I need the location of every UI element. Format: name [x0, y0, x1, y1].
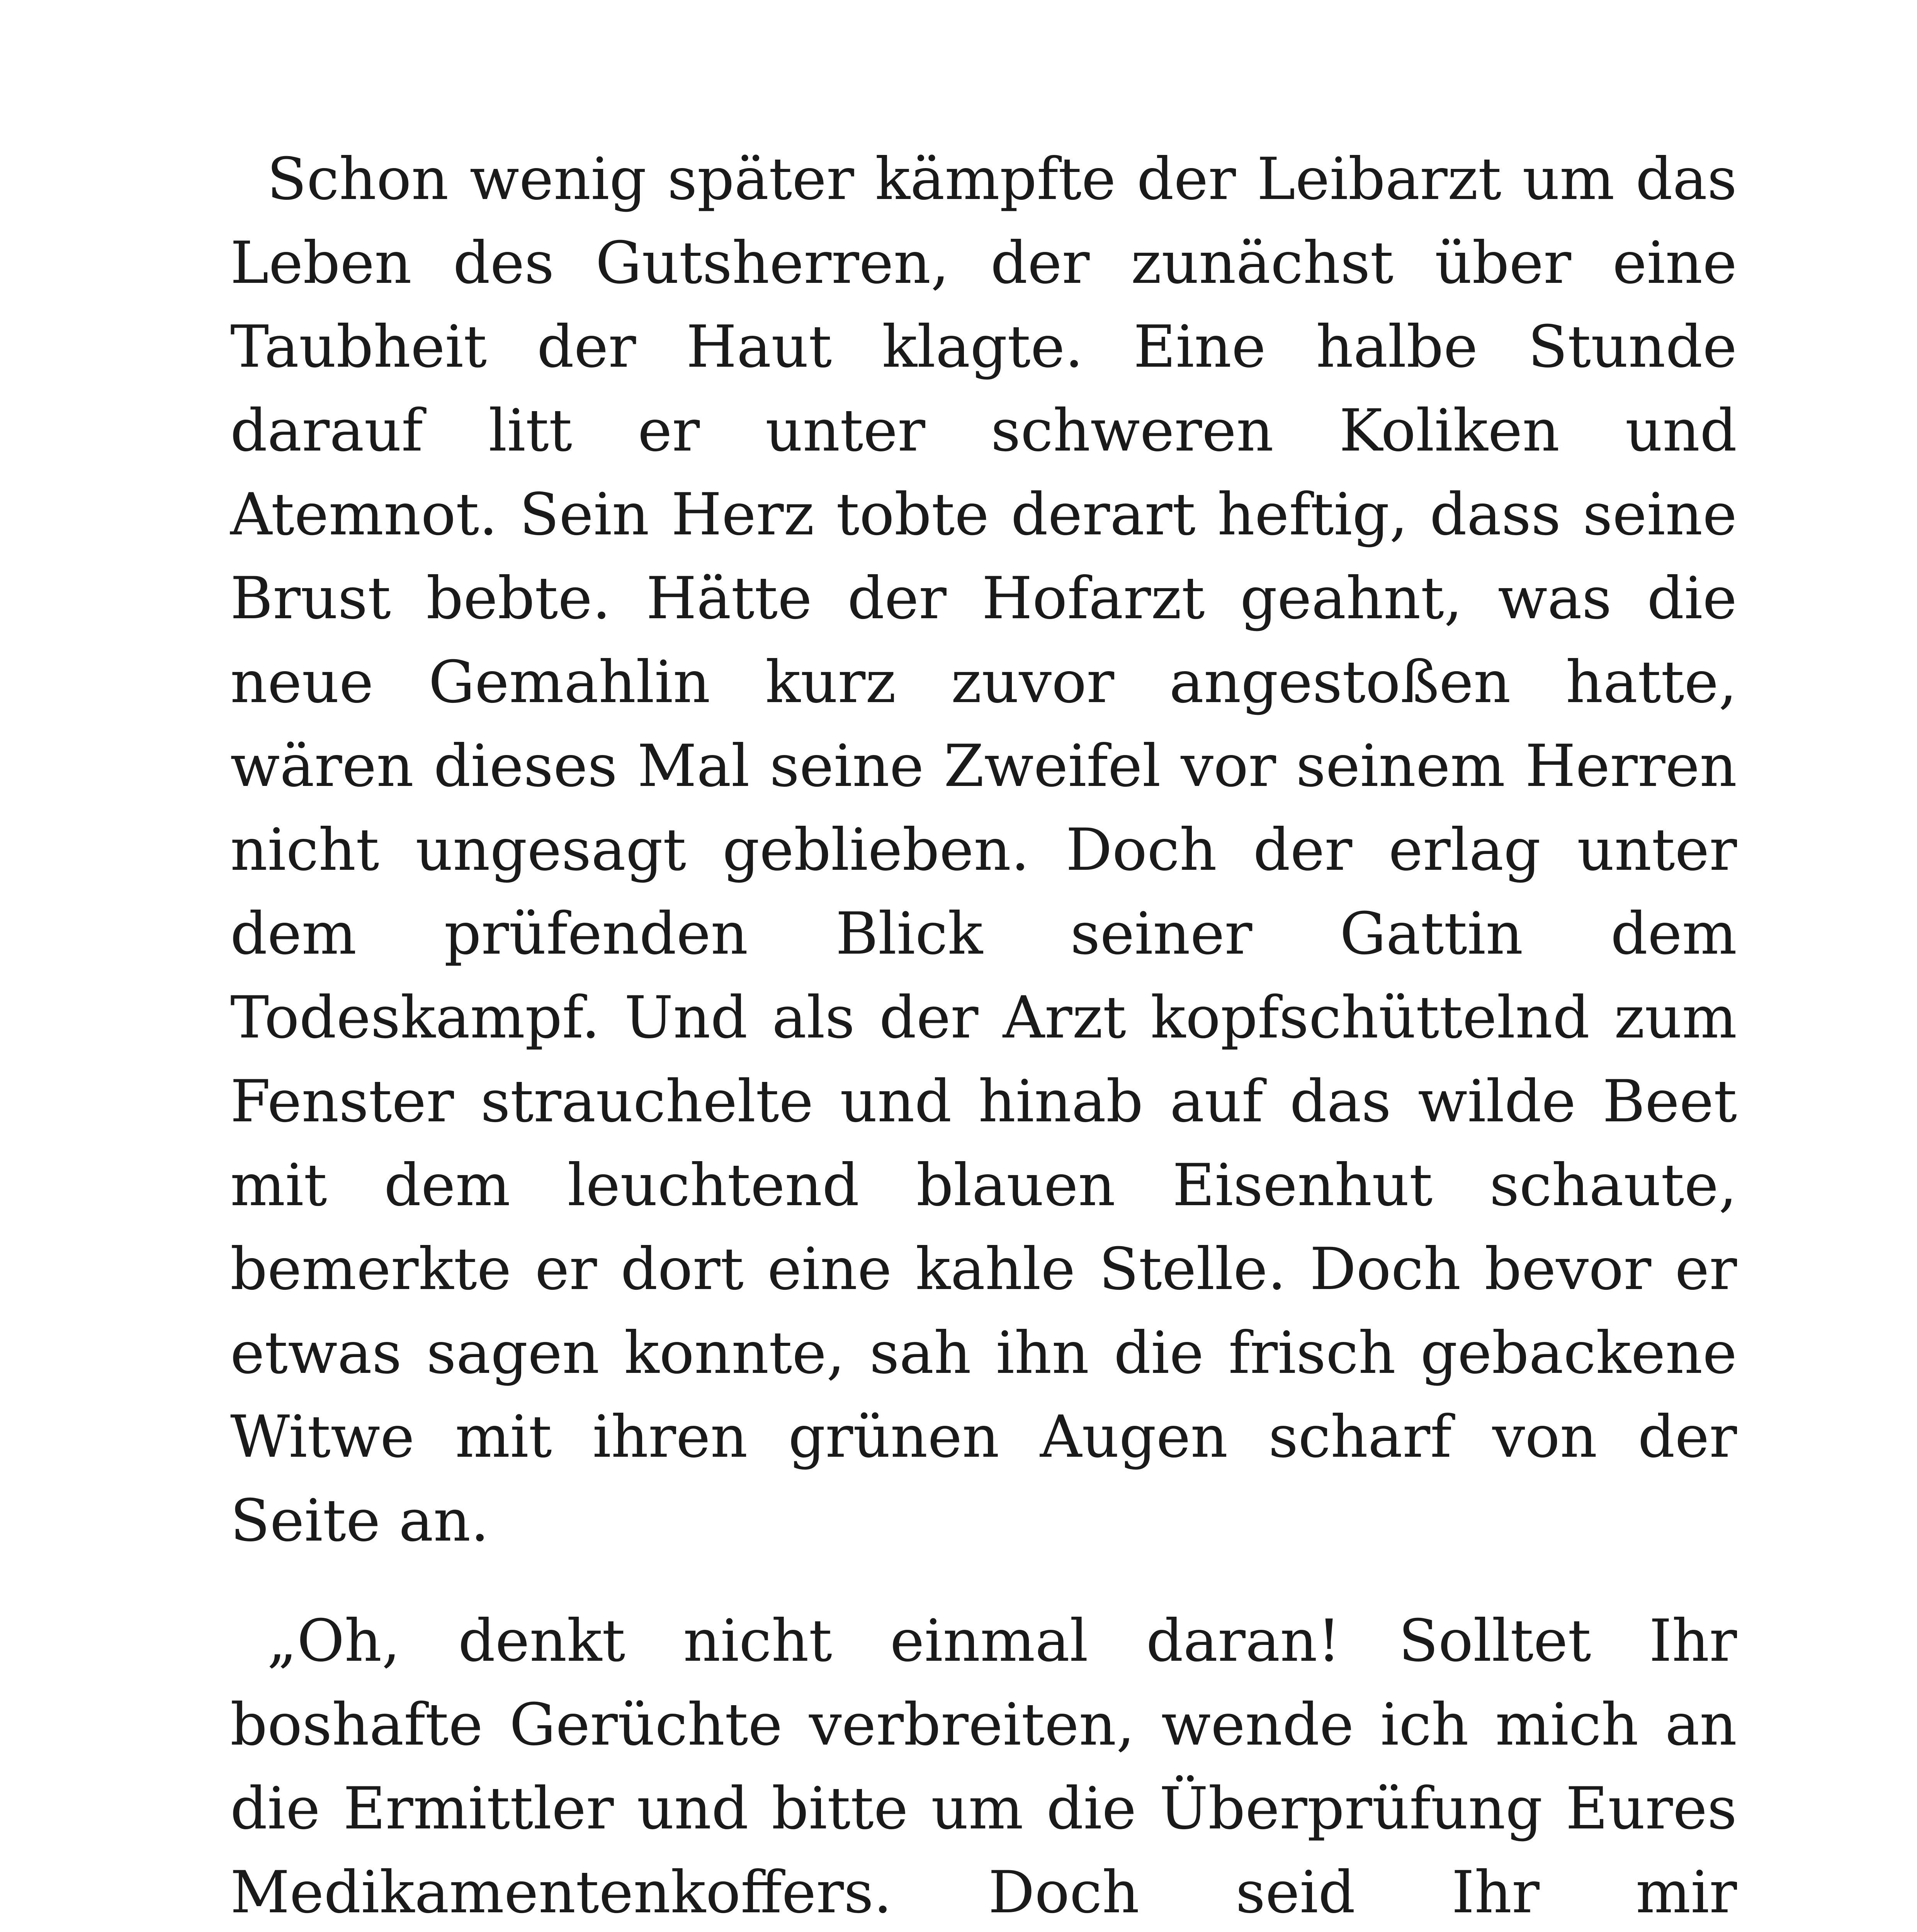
body-text	[230, 138, 1737, 1932]
paragraph: „Oh, denkt nicht einmal daran! Solltet Ihr boshafte Gerüchte verbreiten, wende ich mich an die Ermittler und bitte um die Überprüfung Eures Medikamentenkoffers. Doch seid Ihr mir	[230, 1607, 1737, 1926]
paragraph: Schon wenig später kämpfte der Leibarzt um das Leben des Gutsherren, der zunächst über eine Taubheit der Haut klagte. Eine halbe Stunde darauf litt er unter schweren Koliken und Atemnot. Sein Herz tobte derart heftig, dass seine Brust bebte. Hätte der Hofarzt geahnt, was die neue Gemahlin kurz zuvor angestoßen hatte, wären dieses Mal seine Zweifel vor seinem Herren nicht ungesagt geblieben. Doch der erlag unter dem prüfenden Blick seiner Gattin dem Todeskampf. Und als der Arzt kopfschüttelnd zum Fenster strauchelte und hinab auf das wilde Beet mit dem leuchtend blauen Eisenhut schaute, bemerkte er dort eine kahle Stelle. Doch bevor er etwas sagen konnte, sah ihn die frisch gebackene Witwe mit ihren grünen Augen scharf von der Seite an.	[230, 146, 1737, 1554]
